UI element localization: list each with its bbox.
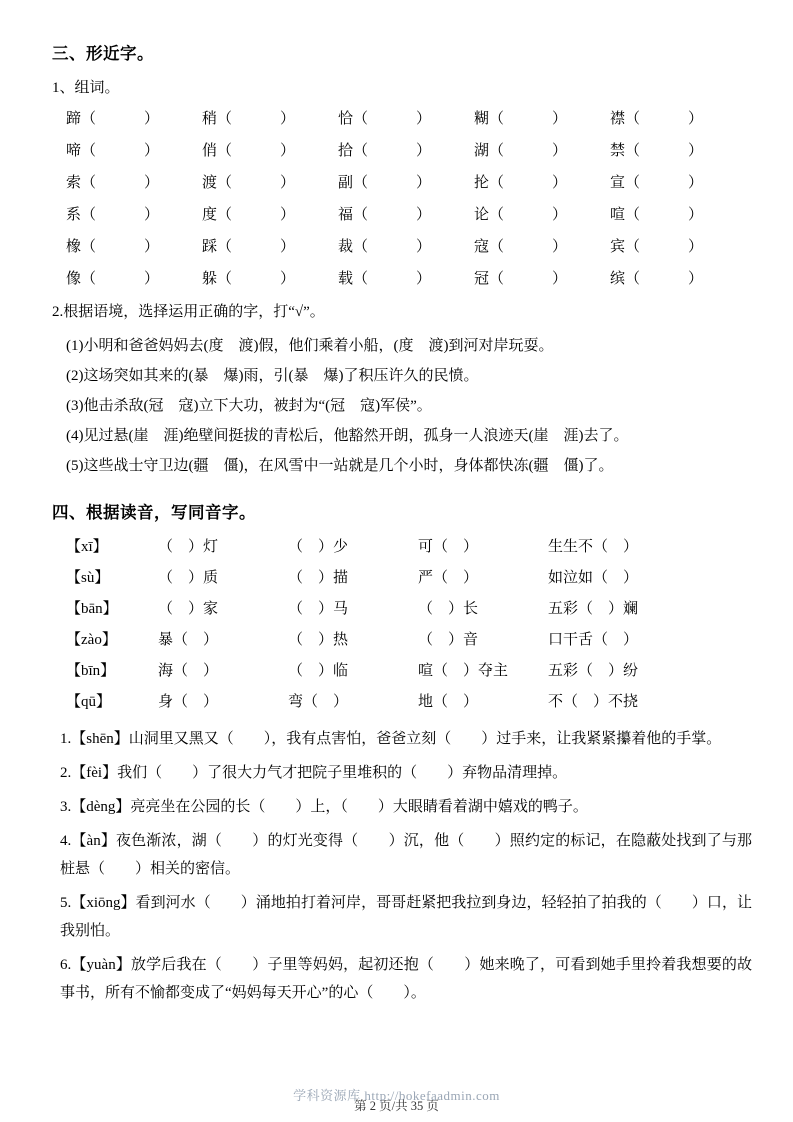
section-4-title: 四、根据读音，写同音字。	[52, 503, 256, 522]
page-number: 第 2 页/共 35 页	[354, 1099, 439, 1113]
homophone-table	[66, 535, 752, 711]
pinyin-label: 【qū】	[66, 694, 112, 710]
word-cell: 恰（ ）	[338, 111, 432, 127]
table-row	[66, 628, 752, 649]
table-row	[66, 235, 752, 256]
word-cell: 拾（ ）	[338, 143, 432, 159]
word-cell: 度（ ）	[202, 207, 296, 223]
homophone-cell: 海（ ）	[158, 663, 219, 679]
homophone-cell: （ ）临	[288, 663, 349, 679]
word-formation-grid	[66, 107, 752, 288]
list-item: 3.【dèng】亮亮坐在公园的长（ ）上，（ ）大眼睛看着湖中嬉戏的鸭子。	[60, 799, 588, 815]
homophone-cell: 严（ ）	[418, 570, 479, 586]
word-cell: 福（ ）	[338, 207, 432, 223]
word-cell: 索（ ）	[66, 175, 160, 191]
word-cell: 喧（ ）	[610, 207, 704, 223]
word-cell: 襟（ ）	[610, 111, 704, 127]
table-row	[66, 597, 752, 618]
table-row	[66, 203, 752, 224]
homophone-cell: 弯（ ）	[288, 694, 349, 710]
section-3-title: 三、形近字。	[52, 44, 154, 63]
homophone-cell: （ ）热	[288, 632, 349, 648]
homophone-cell: 如泣如（ ）	[548, 570, 639, 586]
homophone-cell: 生生不（ ）	[548, 539, 639, 555]
word-cell: 寇（ ）	[474, 239, 568, 255]
list-item: (2)这场突如其来的(暴 爆)雨，引(暴 爆)了积压许久的民愤。	[66, 368, 479, 384]
word-cell: 像（ ）	[66, 271, 160, 287]
pinyin-label: 【bān】	[66, 601, 118, 617]
list-item: 4.【àn】夜色渐浓，湖（ ）的灯光变得（ ）沉，他（ ）照约定的标记，在隐蔽处找到了与那桩悬（ ）相关的密信。	[60, 833, 752, 877]
word-cell: 系（ ）	[66, 207, 160, 223]
homophone-cell: 口干舌（ ）	[548, 632, 639, 648]
word-cell: 俏（ ）	[202, 143, 296, 159]
word-cell: 论（ ）	[474, 207, 568, 223]
table-row	[66, 171, 752, 192]
table-row	[66, 107, 752, 128]
homophone-cell: 身（ ）	[158, 694, 219, 710]
word-cell: 宾（ ）	[610, 239, 704, 255]
word-cell: 躲（ ）	[202, 271, 296, 287]
list-item: 6.【yuàn】放学后我在（ ）子里等妈妈，起初还抱（ ）她来晚了，可看到她手里拎着我想要的故事书，所有不愉都变成了“妈妈每天开心”的心（ ）。	[60, 957, 752, 1001]
word-cell: 橡（ ）	[66, 239, 160, 255]
list-item: (3)他击杀敌(冠 寇)立下大功，被封为“(冠 寇)军侯”。	[66, 398, 432, 414]
homophone-cell: 地（ ）	[418, 694, 479, 710]
word-cell: 踩（ ）	[202, 239, 296, 255]
section-3-sub1: 1、组词。	[52, 80, 120, 96]
word-cell: 裁（ ）	[338, 239, 432, 255]
table-row	[66, 535, 752, 556]
homophone-cell: 可（ ）	[418, 539, 479, 555]
homophone-cell: 五彩（ ）斓	[548, 601, 639, 617]
pinyin-label: 【sù】	[66, 570, 110, 586]
word-cell: 抡（ ）	[474, 175, 568, 191]
list-item: 1.【shēn】山洞里又黑又（ ），我有点害怕，爸爸立刻（ ）过手来，让我紧紧攥着他的手掌。	[60, 731, 722, 747]
table-row	[66, 139, 752, 160]
homophone-cell: 喧（ ）夺主	[418, 663, 509, 679]
homophone-cell: （ ）长	[418, 601, 479, 617]
word-cell: 稍（ ）	[202, 111, 296, 127]
homophone-cell: （ ）描	[288, 570, 349, 586]
word-cell: 冠（ ）	[474, 271, 568, 287]
word-cell: 蹄（ ）	[66, 111, 160, 127]
word-cell: 载（ ）	[338, 271, 432, 287]
word-cell: 禁（ ）	[610, 143, 704, 159]
word-cell: 啼（ ）	[66, 143, 160, 159]
table-row	[66, 659, 752, 680]
homophone-cell: 暴（ ）	[158, 632, 219, 648]
homophone-cell: （ ）少	[288, 539, 349, 555]
homophone-cell: 五彩（ ）纷	[548, 663, 639, 679]
list-item: 5.【xiōng】看到河水（ ）涌地拍打着河岸，哥哥赶紧把我拉到身边，轻轻拍了拍我的（ ）口，让我别怕。	[60, 895, 752, 939]
homophone-cell: （ ）质	[158, 570, 219, 586]
watermark-text: 学科资源库 http://bokefaadmin.com	[293, 1088, 500, 1103]
list-item: 2.【fèi】我们（ ）了很大力气才把院子里堆积的（ ）弃物品清理掉。	[60, 765, 568, 781]
list-item: (4)见过悬(崖 涯)绝壁间挺拔的青松后，他豁然开朗，孤身一人浪迹天(崖 涯)去了。	[66, 428, 629, 444]
table-row	[66, 267, 752, 288]
choice-sentence-list	[66, 331, 752, 481]
homophone-sentence-list	[60, 725, 752, 1007]
list-item: (5)这些战士守卫边(疆 僵)，在风雪中一站就是几个小时，身体都快冻(疆 僵)了。	[66, 458, 614, 474]
homophone-cell: （ ）家	[158, 601, 219, 617]
homophone-cell: （ ）灯	[158, 539, 219, 555]
word-cell: 副（ ）	[338, 175, 432, 191]
pinyin-label: 【bīn】	[66, 663, 116, 679]
section-3-sub2: 2.根据语境，选择运用正确的字，打“√”。	[52, 304, 325, 320]
homophone-cell: （ ）马	[288, 601, 349, 617]
word-cell: 糊（ ）	[474, 111, 568, 127]
pinyin-label: 【xī】	[66, 539, 108, 555]
table-row	[66, 566, 752, 587]
page-content	[52, 40, 752, 1013]
homophone-cell: （ ）音	[418, 632, 479, 648]
list-item: (1)小明和爸爸妈妈去(度 渡)假，他们乘着小船，(度 渡)到河对岸玩耍。	[66, 338, 554, 354]
word-cell: 湖（ ）	[474, 143, 568, 159]
table-row	[66, 690, 752, 711]
word-cell: 渡（ ）	[202, 175, 296, 191]
homophone-cell: 不（ ）不挠	[548, 694, 639, 710]
pinyin-label: 【zào】	[66, 632, 117, 648]
word-cell: 宣（ ）	[610, 175, 704, 191]
word-cell: 缤（ ）	[610, 271, 704, 287]
